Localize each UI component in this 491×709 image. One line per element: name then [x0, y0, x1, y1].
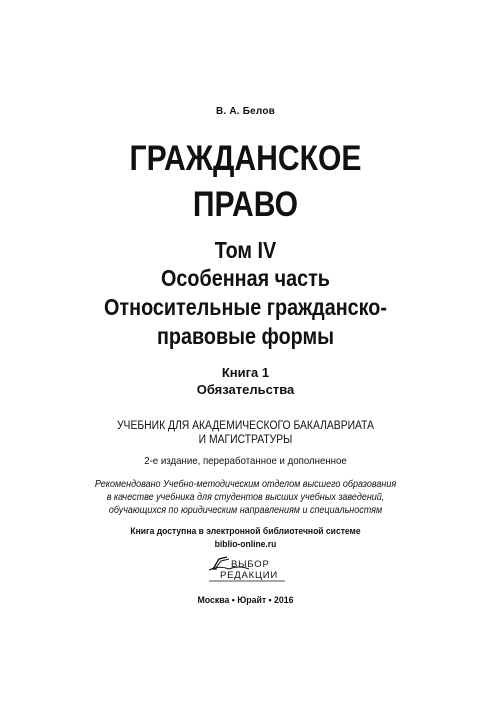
volume-number: Том IV	[214, 237, 277, 263]
book-title-line-1: ГРАЖДАНСКОЕ	[129, 139, 362, 178]
audience-line-1: УЧЕБНИК ДЛЯ АКАДЕМИЧЕСКОГО БАКАЛАВРИАТА	[116, 420, 375, 432]
part-title: Особенная часть	[161, 265, 330, 291]
recommendation-line-2: в качестве учебника для студентов высших учебных заведений,	[106, 492, 385, 503]
book-title: Обязательства	[196, 382, 295, 397]
editors-choice-logo	[207, 553, 287, 583]
book-number: Книга 1	[221, 365, 270, 380]
recommendation-line-1: Рекомендовано Учебно-методическим отделом высшего образования	[94, 479, 397, 490]
edition-note: 2-е издание, переработанное и дополненное	[144, 455, 347, 467]
author-name: В. А. Белов	[216, 106, 275, 117]
logo-word-2: РЕДАКЦИИ	[220, 570, 279, 581]
availability-line-1: Книга доступна в электронной библиотечной системе	[130, 526, 361, 537]
recommendation-line-3: обучающихся по юридическим направлениям и специальностям	[108, 505, 383, 516]
logo-word-1: ВЫБОР	[231, 559, 270, 570]
imprint-line: Москва • Юрайт • 2016	[197, 595, 294, 606]
audience-line-2: И МАГИСТРАТУРЫ	[198, 434, 293, 446]
subject-title-line-1: Относительные гражданско-	[104, 294, 387, 320]
book-title-line-2: ПРАВО	[192, 185, 299, 224]
subject-title-line-2: правовые формы	[156, 323, 335, 349]
availability-url: biblio-online.ru	[214, 539, 277, 550]
